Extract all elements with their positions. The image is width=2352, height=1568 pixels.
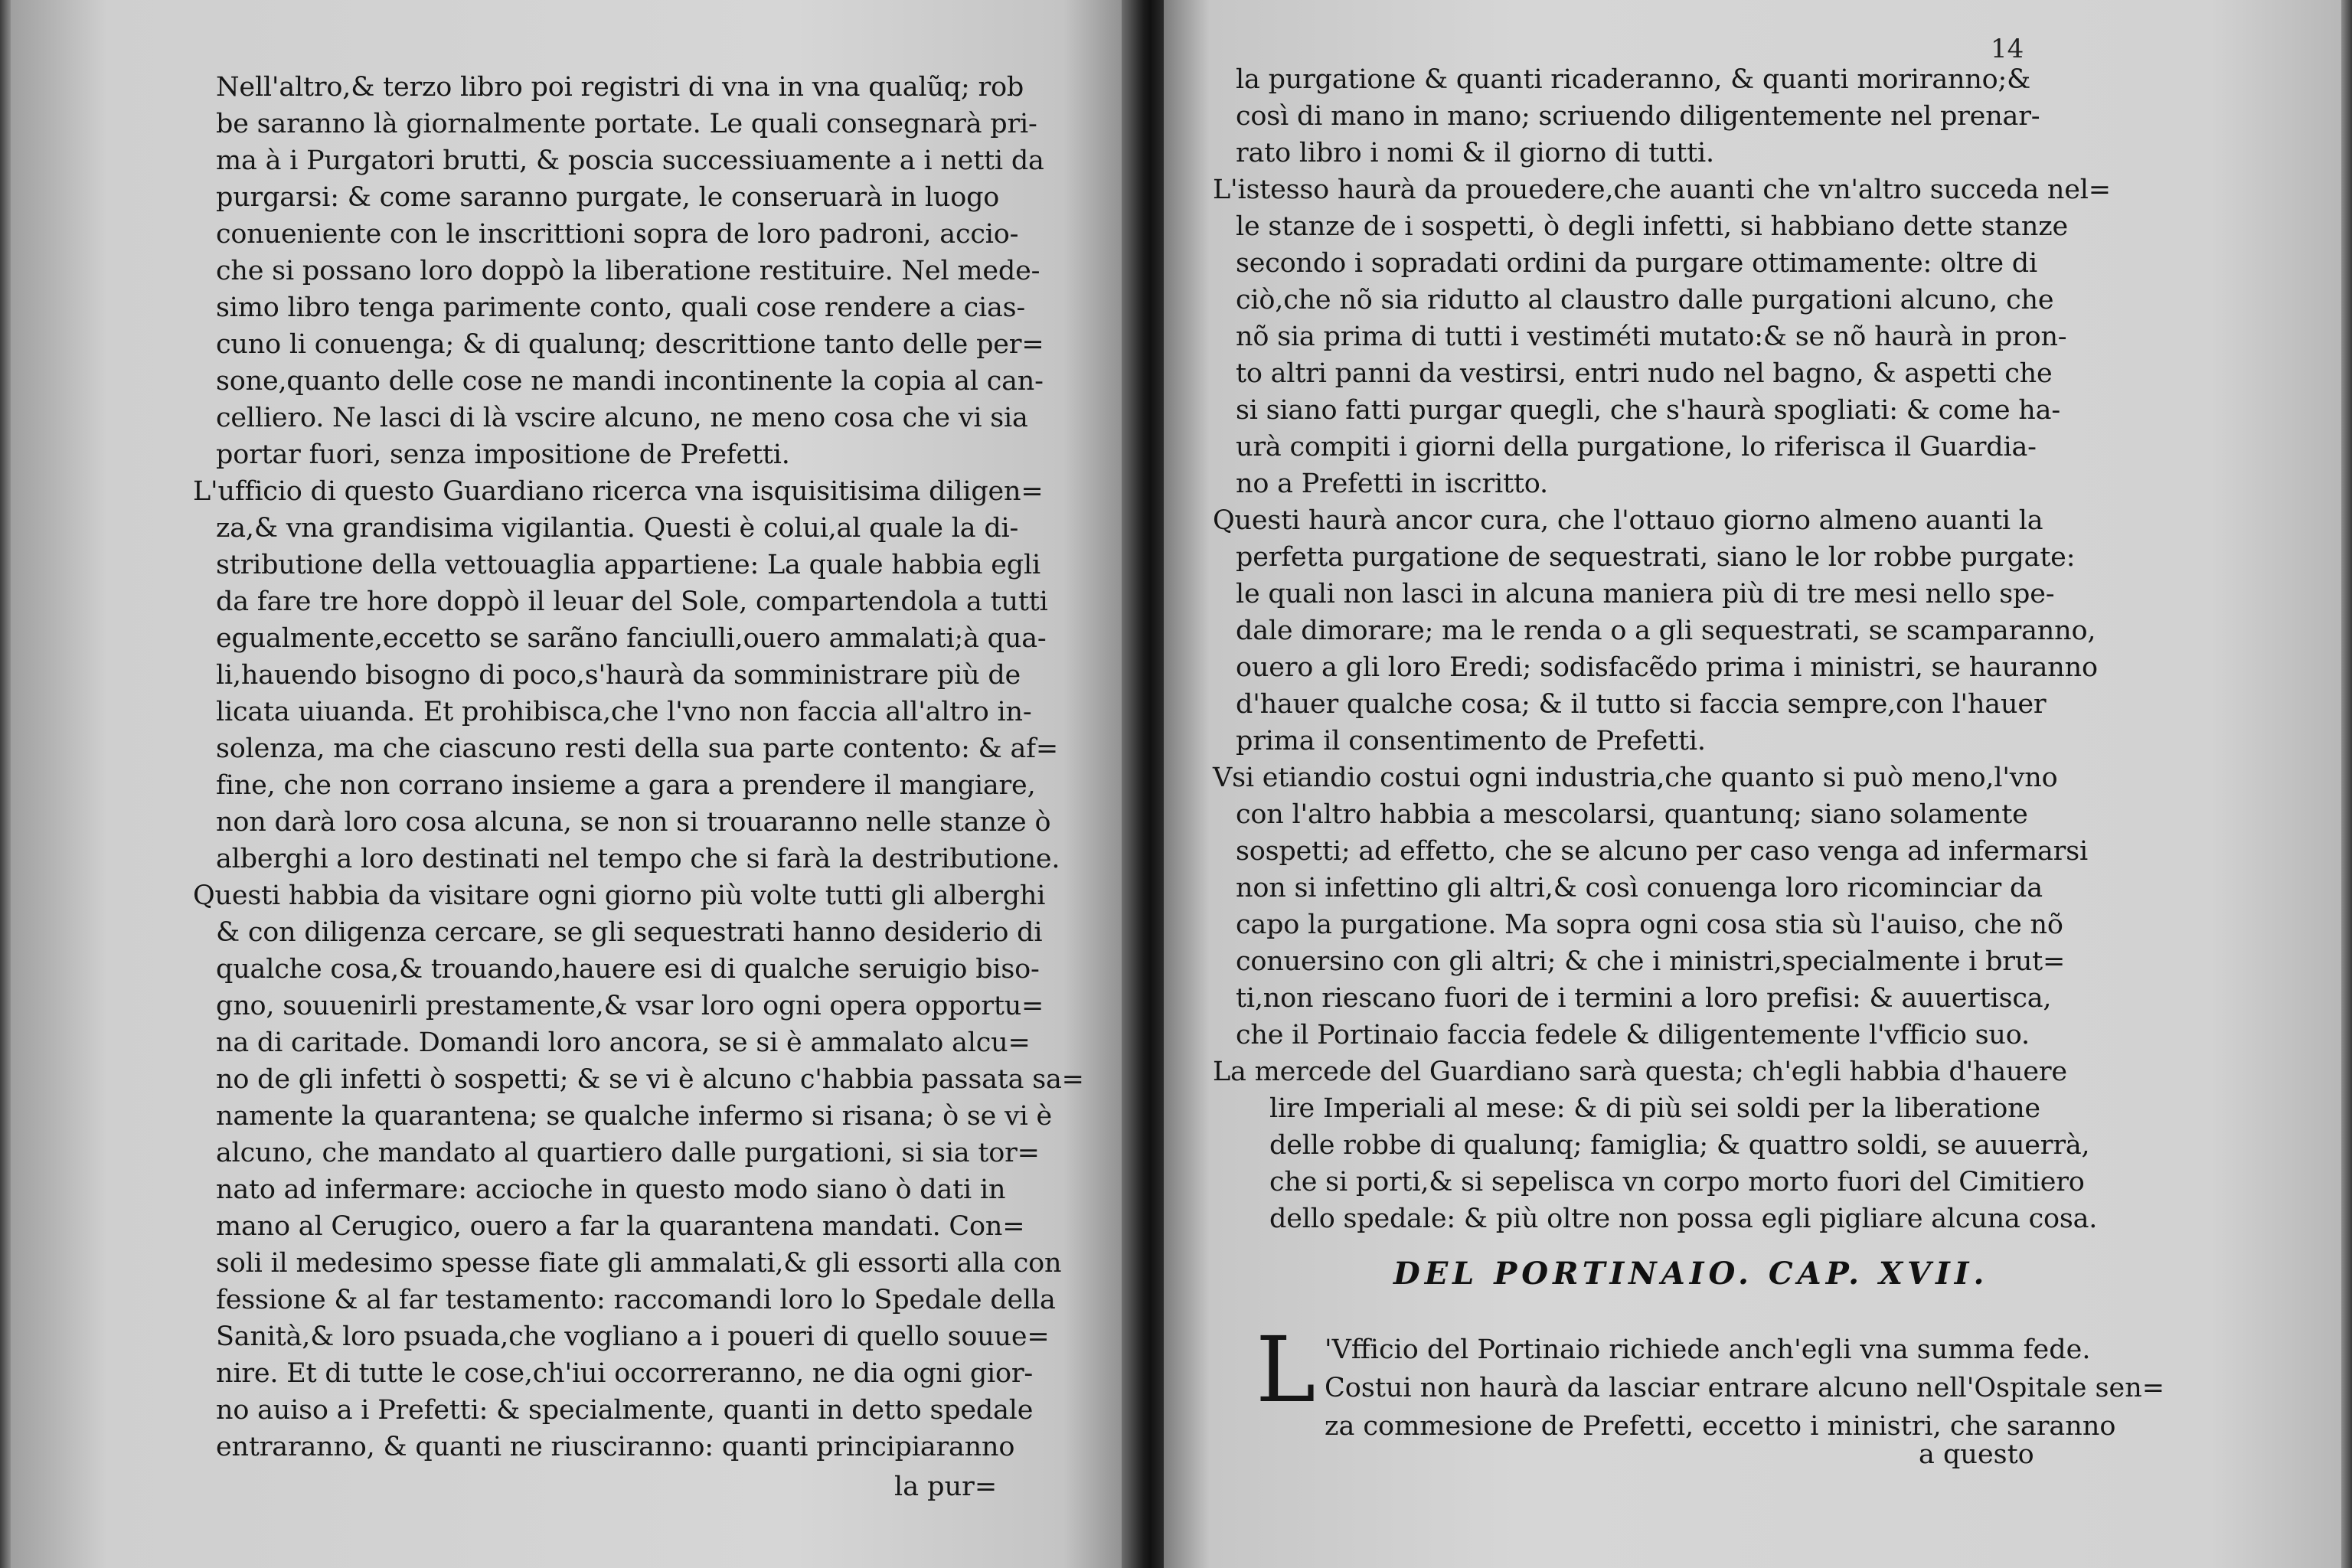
text-line: sone,quanto delle cose ne mandi incontinente la copia al can- — [216, 366, 1044, 397]
left-catchword: la pur= — [894, 1472, 998, 1502]
chapter-heading: DEL PORTINAIO. CAP. XVII. — [1393, 1256, 1989, 1292]
text-line: egualmente,eccetto se sarãno fanciulli,ouero ammalati;à qua- — [216, 623, 1047, 654]
text-line: 'Vfficio del Portinaio richiede anch'egli vna summa fede. — [1325, 1334, 2091, 1365]
text-line: si siano fatti purgar quegli, che s'haurà spogliati: & come ha- — [1236, 395, 2060, 426]
text-line: alberghi a loro destinati nel tempo che si farà la destributione. — [216, 844, 1060, 874]
text-line: fessione & al far testamento: raccomandi loro lo Spedale della — [216, 1285, 1056, 1315]
text-line: ciò,che nõ sia ridutto al claustro dalle purgationi alcuno, che — [1236, 285, 2054, 315]
text-line: da fare tre hore doppò il leuar del Sole, compartendola a tutti — [216, 586, 1048, 617]
right-paragraph-5 — [1213, 1054, 2098, 1237]
text-line: simo libro tenga parimente conto, quali cose rendere a cias- — [216, 292, 1026, 323]
text-line: delle robbe di qualunq; famiglia; & quattro soldi, se auuerrà, — [1269, 1130, 2090, 1161]
text-line: nato ad infermare: accioche in questo modo siano ò dati in — [216, 1174, 1006, 1205]
left-page — [0, 0, 1132, 1568]
text-line: fine, che non corrano insieme a gara a prendere il mangiare, — [216, 770, 1036, 801]
right-page-edge — [2341, 0, 2352, 1568]
right-page-text — [1213, 61, 2111, 1237]
text-line: conuersino con gli altri; & che i ministri,specialmente i brut= — [1236, 946, 2066, 977]
text-line: urà compiti i giorni della purgatione, lo riferisca il Guardia- — [1236, 432, 2037, 462]
text-line: nõ sia prima di tutti i vestiméti mutato:& se nõ haurà in pron- — [1236, 322, 2067, 352]
text-line: soli il medesimo spesse fiate gli ammalati,& gli essorti alla con — [216, 1248, 1062, 1279]
text-line: Nell'altro,& terzo libro poi registri di vna in vna qualũq; rob — [216, 72, 1024, 103]
text-line: no a Prefetti in iscritto. — [1236, 469, 1548, 499]
text-line: non si infettino gli altri,& così conuenga loro ricominciar da — [1236, 873, 2043, 903]
right-catchword: a questo — [1919, 1439, 2034, 1470]
text-line: solenza, ma che ciascuno resti della sua parte contento: & af= — [216, 733, 1059, 764]
text-line: portar fuori, senza impositione de Prefetti. — [216, 439, 790, 470]
text-line: le quali non lasci in alcuna maniera più di tre mesi nello spe- — [1236, 579, 2055, 609]
text-line: prima il consentimento de Prefetti. — [1236, 726, 1706, 756]
text-line: secondo i sopradati ordini da purgare ottimamente: oltre di — [1236, 248, 2037, 279]
text-line: no auiso a i Prefetti: & specialmente, quanti in detto spedale — [216, 1395, 1034, 1426]
chapter-opening-text — [1325, 1331, 2165, 1446]
text-line: licata uiuanda. Et prohibisca,che l'vno non faccia all'altro in- — [216, 697, 1032, 727]
text-line: non darà loro cosa alcuna, se non si trouaranno nelle stanze ò — [216, 807, 1051, 838]
text-line: cuno li conuenga; & di qualunq; descrittione tanto delle per= — [216, 329, 1044, 360]
text-line: ma à i Purgatori brutti, & poscia successiuamente a i netti da — [216, 145, 1044, 176]
text-line: mano al Cerugico, ouero a far la quarantena mandati. Con= — [216, 1211, 1025, 1242]
text-line: la purgatione & quanti ricaderanno, & quanti moriranno;& — [1236, 64, 2031, 95]
right-paragraph-2 — [1213, 172, 2111, 502]
text-line: & con diligenza cercare, se gli sequestrati hanno desiderio di — [216, 917, 1043, 948]
text-line: che si porti,& si sepelisca vn corpo morto fuori del Cimitiero — [1269, 1167, 2085, 1197]
left-paragraph-1 — [216, 69, 1044, 473]
text-line: La mercede del Guardiano sarà questa; ch'egli habbia d'hauere — [1213, 1057, 2067, 1087]
text-line: purgarsi: & come saranno purgate, le conseruarà in luogo — [216, 182, 1000, 213]
folio-number: 14 — [1991, 34, 2024, 64]
left-page-edge — [0, 0, 11, 1568]
text-line: con l'altro habbia a mescolarsi, quantunq; siano solamente — [1236, 799, 2028, 830]
text-line: le stanze de i sospetti, ò degli infetti, si habbiano dette stanze — [1236, 211, 2068, 242]
text-line: Vsi etiandio costui ogni industria,che quanto si può meno,l'vno — [1213, 763, 2058, 793]
right-paragraph-3 — [1213, 502, 2098, 760]
text-line: entraranno, & quanti ne riusciranno: quanti principiaranno — [216, 1432, 1015, 1462]
text-line: L'ufficio di questo Guardiano ricerca vna isquisitisima diligen= — [193, 476, 1044, 507]
text-line: Sanità,& loro psuada,che vogliano a i poueri di quello souue= — [216, 1321, 1050, 1352]
text-line: lire Imperiali al mese: & di più sei soldi per la liberatione — [1269, 1093, 2040, 1124]
left-paragraph-2 — [193, 473, 1060, 877]
text-line: così di mano in mano; scriuendo diligentemente nel prenar- — [1236, 101, 2040, 132]
text-line: conueniente con le inscrittioni sopra de loro padroni, accio- — [216, 219, 1019, 250]
text-line: Costui non haurà da lasciar entrare alcuno nell'Ospitale sen= — [1325, 1373, 2165, 1403]
text-line: L'istesso haurà da prouedere,che auanti che vn'altro succeda nel= — [1213, 175, 2111, 205]
drop-cap: L — [1256, 1317, 1316, 1423]
left-page-text — [193, 69, 1084, 1465]
text-line: capo la purgatione. Ma sopra ogni cosa stia sù l'auiso, che nõ — [1236, 910, 2063, 940]
right-page — [1164, 0, 2352, 1568]
text-line: ti,non riescano fuori de i termini a loro prefisi: & auuertisca, — [1236, 983, 2052, 1014]
text-line: na di caritade. Domandi loro ancora, se si è ammalato alcu= — [216, 1027, 1031, 1058]
text-line: Questi habbia da visitare ogni giorno più volte tutti gli alberghi — [193, 880, 1046, 911]
text-line: to altri panni da vestirsi, entri nudo nel bagno, & aspetti che — [1236, 358, 2053, 389]
text-line: sospetti; ad effetto, che se alcuno per caso venga ad infermarsi — [1236, 836, 2088, 867]
text-line: dello spedale: & più oltre non possa egli pigliare alcuna cosa. — [1269, 1204, 2098, 1234]
text-line: che si possano loro doppò la liberatione restituire. Nel mede- — [216, 256, 1040, 286]
text-line: stributione della vettouaglia appartiene: La quale habbia egli — [216, 550, 1040, 580]
text-line: namente la quarantena; se qualche infermo si risana; ò se vi è — [216, 1101, 1053, 1132]
text-line: be saranno là giornalmente portate. Le quali consegnarà pri- — [216, 109, 1037, 139]
text-line: perfetta purgatione de sequestrati, siano le lor robbe purgate: — [1236, 542, 2076, 573]
text-line: gno, souuenirli prestamente,& vsar loro ogni opera opportu= — [216, 991, 1044, 1021]
right-paragraph-4 — [1213, 760, 2089, 1054]
text-line: nire. Et di tutte le cose,ch'iui occorreranno, ne dia ogni gior- — [216, 1358, 1034, 1389]
text-line: dale dimorare; ma le renda o a gli sequestrati, se scamparanno, — [1236, 616, 2096, 646]
text-line: ouero a gli loro Eredi; sodisfacẽdo prima i ministri, se hauranno — [1236, 652, 2098, 683]
text-line: qualche cosa,& trouando,hauere esi di qualche seruigio biso- — [216, 954, 1040, 985]
left-paragraph-3 — [193, 877, 1084, 1465]
text-line: za commesione de Prefetti, eccetto i ministri, che saranno — [1325, 1411, 2116, 1442]
text-line: che il Portinaio faccia fedele & diligentemente l'vfficio suo. — [1236, 1020, 2030, 1050]
text-line: no de gli infetti ò sospetti; & se vi è alcuno c'habbia passata sa= — [216, 1064, 1084, 1095]
right-paragraph-1 — [1236, 61, 2089, 172]
text-line: alcuno, che mandato al quartiero dalle purgationi, si sia tor= — [216, 1138, 1040, 1168]
text-line: rato libro i nomi & il giorno di tutti. — [1236, 138, 1714, 168]
text-line: li,hauendo bisogno di poco,s'haurà da somministrare più de — [216, 660, 1021, 691]
text-line: celliero. Ne lasci di là vscire alcuno, ne meno cosa che vi sia — [216, 403, 1028, 433]
text-line: za,& vna grandisima vigilantia. Questi è colui,al quale la di- — [216, 513, 1019, 544]
text-line: Questi haurà ancor cura, che l'ottauo giorno almeno auanti la — [1213, 505, 2043, 536]
text-line: d'hauer qualche cosa; & il tutto si faccia sempre,con l'hauer — [1236, 689, 2047, 720]
